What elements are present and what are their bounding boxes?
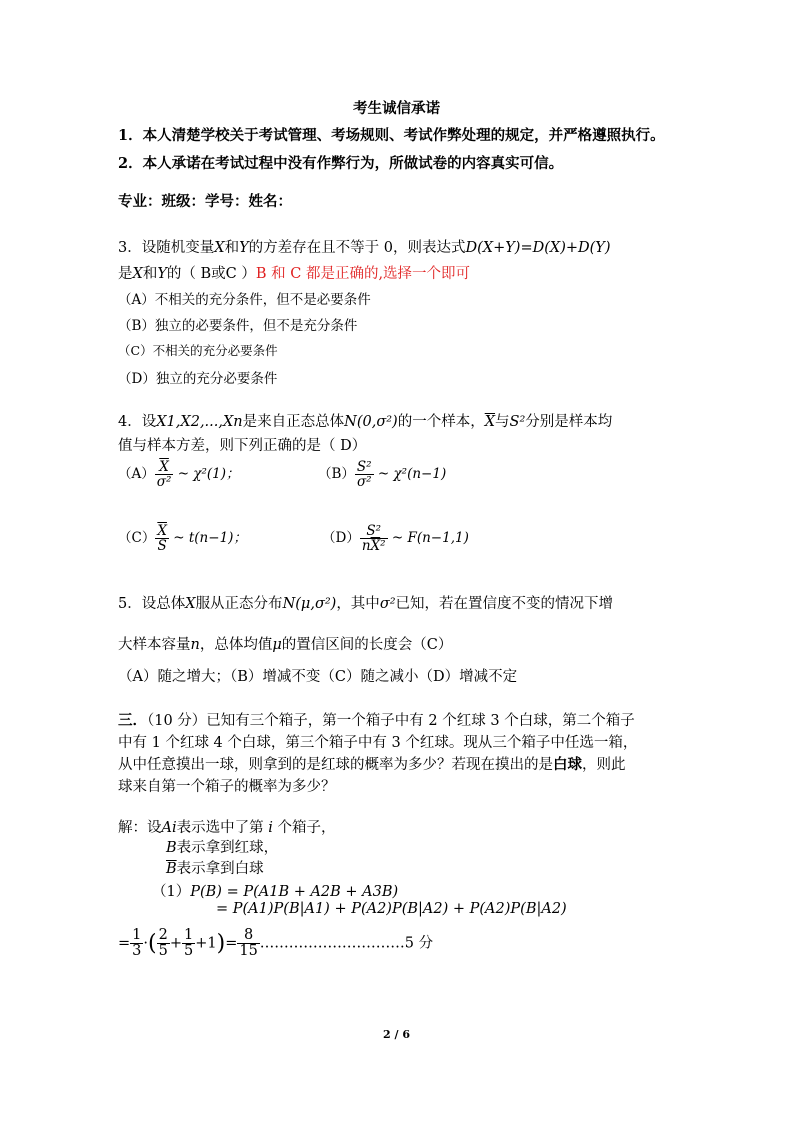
q4-option-a: （A） $\frac{\overline{X}}{\text{σ²}}$ ~ χ²(1)； [118,459,240,491]
solution-line1: 解：设Ai表示选中了第 i 个箱子， [118,820,336,836]
solution-formula-1: （1）P(B) = P(A1B + A2B + A3B) [152,884,399,900]
pledge-item-1: 1．本人清楚学校关于考试管理、考场规则、考试作弊处理的规定，并严格遵照执行。 [118,127,665,144]
solution-line2: B表示拿到红球， [166,840,279,856]
student-info-line: 专业：班级：学号：姓名： [118,193,292,210]
q3-option-d: （D）独立的充分必要条件 [118,371,278,387]
q3-option-c: （C）不相关的充分必要条件 [118,343,278,358]
big-q3-line4: 球来自第一个箱子的概率为多少？ [118,779,336,795]
solution-formula-3: = $\frac{1}{3}$ ·( $\frac{2}{5}$ + $\frac{1}{5}$ +1)= $\frac{8}{15}$ …………………………5 分 [118,927,434,960]
q3-option-a: （A）不相关的充分条件，但不是必要条件 [118,292,371,308]
big-q3-line3: 从中任意摸出一球，则拿到的是红球的概率为多少？若现在摸出的是白球，则此 [118,756,626,773]
q4-stem-line2: 值与样本方差，则下列正确的是（ D） [118,438,367,454]
q5-stem-line1: 5．设总体X服从正态分布N(μ,σ²)，其中σ²已知，若在置信度不变的情况下增 [118,596,614,612]
q5-stem-line2: 大样本容量n，总体均值μ的置信区间的长度会（C） [118,637,453,653]
pledge-item-2: 2．本人承诺在考试过程中没有作弊行为，所做试卷的内容真实可信。 [118,155,564,172]
page-number: 2 / 6 [383,1028,410,1041]
q3-stem-line1: 3．设随机变量X和Y的方差存在且不等于 0，则表达式D(X+Y)=D(X)+D(Y) [118,240,611,256]
q4-option-d: （D） $\frac{\text{S²}}{n\overline{X}^2}$ ~ F(n−1,1) [322,523,469,555]
solution-line3: $\overline{B}$表示拿到白球 [166,861,264,877]
q3-stem-line2: 是X和Y的（ B或C ）B 和 C 都是正确的,选择一个即可 [118,266,471,282]
q4-stem-line1: 4．设X1,X2,...,Xn是来自正态总体N(0,σ²)的一个样本，$\overline{X}$与S²分别是样本均 [118,414,613,430]
q3-option-b: （B）独立的必要条件，但不是充分条件 [118,318,358,334]
big-q3-line2: 中有 1 个红球 4 个白球，第三个箱子中有 3 个红球。现从三个箱子中任选一箱， [118,735,638,751]
q4-option-c: （C） $\frac{\overline{X}}{S}$ ~ t(n−1)； [118,523,247,555]
q4-option-b: （B） $\frac{\text{S²}}{\text{σ²}}$ ~ χ²(n−1) [318,459,447,491]
solution-formula-2: = P(A1)P(B|A1) + P(A2)P(B|A2) + P(A2)P(B|A2) [216,901,567,917]
q3-teacher-remark: B 和 C 都是正确的,选择一个即可 [255,266,471,282]
pledge-title: 考生诚信承诺 [353,100,440,117]
big-q3-line1: 三．（10 分）已知有三个箱子，第一个箱子中有 2 个红球 3 个白球，第二个箱子 [118,712,635,729]
q5-options: （A）随之增大；（B）增减不变（C）随之减小（D）增减不定 [118,669,518,685]
